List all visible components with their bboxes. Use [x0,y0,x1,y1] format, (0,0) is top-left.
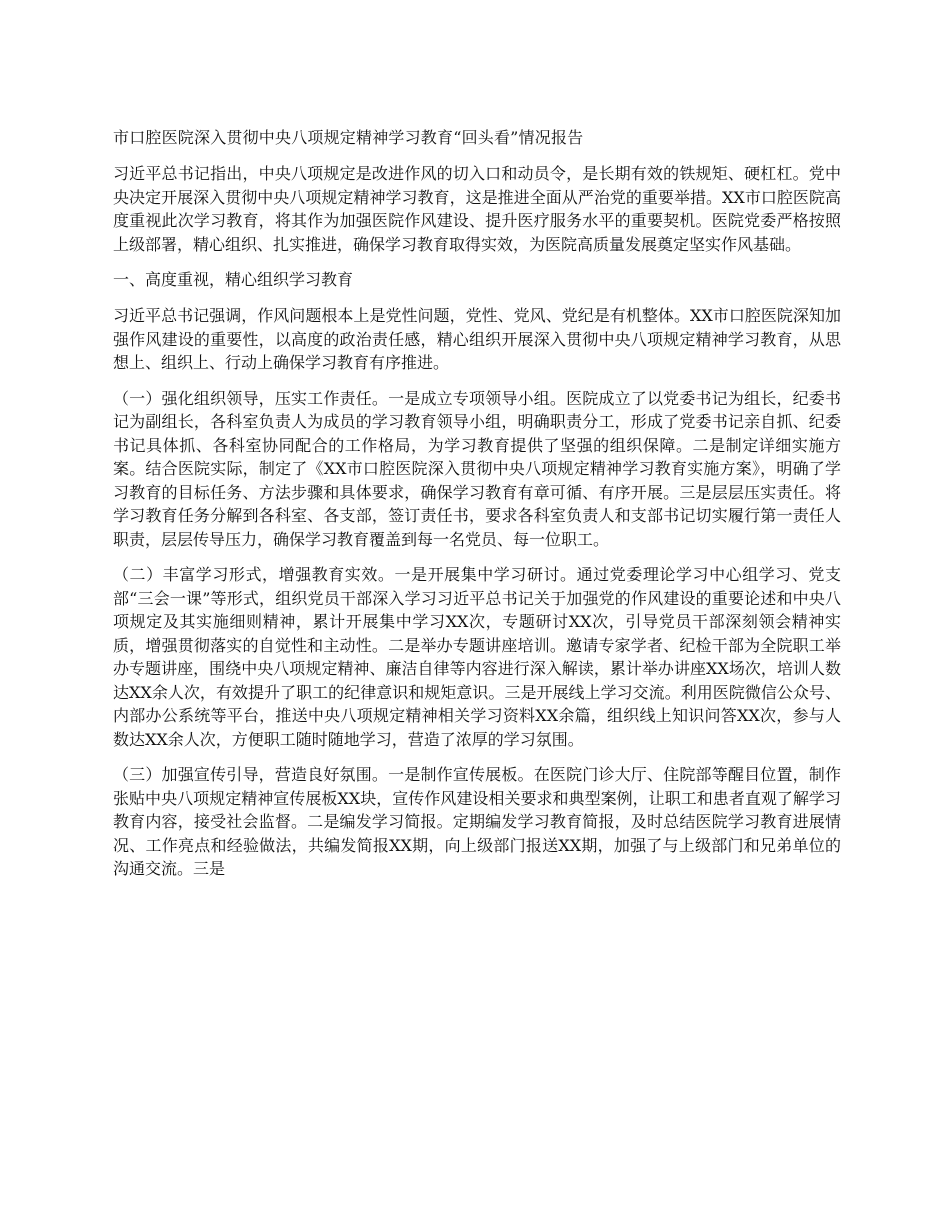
section-intro-paragraph: 习近平总书记强调，作风问题根本上是党性问题，党性、党风、党纪是有机整体。XX市口腔医院深知加强作风建设的重要性，以高度的政治责任感，精心组织开展深入贯彻中央八项规定精神学习教育，从思想上、组织上、行动上确保学习教育有序推进。 [113,306,841,372]
document-page [113,126,841,893]
section-heading: 一、高度重视，精心组织学习教育 [113,270,354,289]
subsection-paragraph-3: （三）加强宣传引导，营造良好氛围。一是制作宣传展板。在医院门诊大厅、住院部等醒目位置，制作张贴中央八项规定精神宣传展板XX块，宣传作风建设相关要求和典型案例，让职工和患者直观了解学习教育内容，接受社会监督。二是编发学习简报。定期编发学习教育简报，及时总结医院学习教育进展情况、工作亮点和经验做法，共编发简报XX期，向上级部门报送XX期，加强了与上级部门和兄弟单位的沟通交流。三是 [113,765,841,878]
intro-paragraph: 习近平总书记指出，中央八项规定是改进作风的切入口和动员令，是长期有效的铁规矩、硬杠杠。党中央决定开展深入贯彻中央八项规定精神学习教育，这是推进全面从严治党的重要举措。XX市口腔医院高度重视此次学习教育，将其作为加强医院作风建设、提升医疗服务水平的重要契机。医院党委严格按照上级部署，精心组织、扎实推进，确保学习教育取得实效，为医院高质量发展奠定坚实作风基础。 [113,164,841,254]
document-title: 市口腔医院深入贯彻中央八项规定精神学习教育“回头看”情况报告 [113,128,584,147]
subsection-paragraph-2: （二）丰富学习形式，增强教育实效。一是开展集中学习研讨。通过党委理论学习中心组学习、党支部“三会一课”等形式，组织党员干部深入学习习近平总书记关于加强党的作风建设的重要论述和中央八项规定及其实施细则精神，累计开展集中学习XX次，专题研讨XX次，引导党员干部深刻领会精神实质，增强贯彻落实的自觉性和主动性。二是举办专题讲座培训。邀请专家学者、纪检干部为全院职工举办专题讲座，围绕中央八项规定精神、廉洁自律等内容进行深入解读，累计举办讲座XX场次，培训人数达XX余人次，有效提升了职工的纪律意识和规矩意识。三是开展线上学习交流。利用医院微信公众号、内部办公系统等平台，推送中央八项规定精神相关学习资料XX余篇，组织线上知识问答XX次，参与人数达XX余人次，方便职工随时随地学习，营造了浓厚的学习氛围。 [113,565,841,749]
subsection-paragraph-1: （一）强化组织领导，压实工作责任。一是成立专项领导小组。医院成立了以党委书记为组长，纪委书记为副组长，各科室负责人为成员的学习教育领导小组，明确职责分工，形成了党委书记亲自抓、纪委书记具体抓、各科室协同配合的工作格局，为学习教育提供了坚强的组织保障。二是制定详细实施方案。结合医院实际，制定了《XX市口腔医院深入贯彻中央八项规定精神学习教育实施方案》，明确了学习教育的目标任务、方法步骤和具体要求，确保学习教育有章可循、有序开展。三是层层压实责任。将学习教育任务分解到各科室、各支部，签订责任书，要求各科室负责人和支部书记切实履行第一责任人职责，层层传导压力，确保学习教育覆盖到每一名党员、每一位职工。 [113,388,841,549]
